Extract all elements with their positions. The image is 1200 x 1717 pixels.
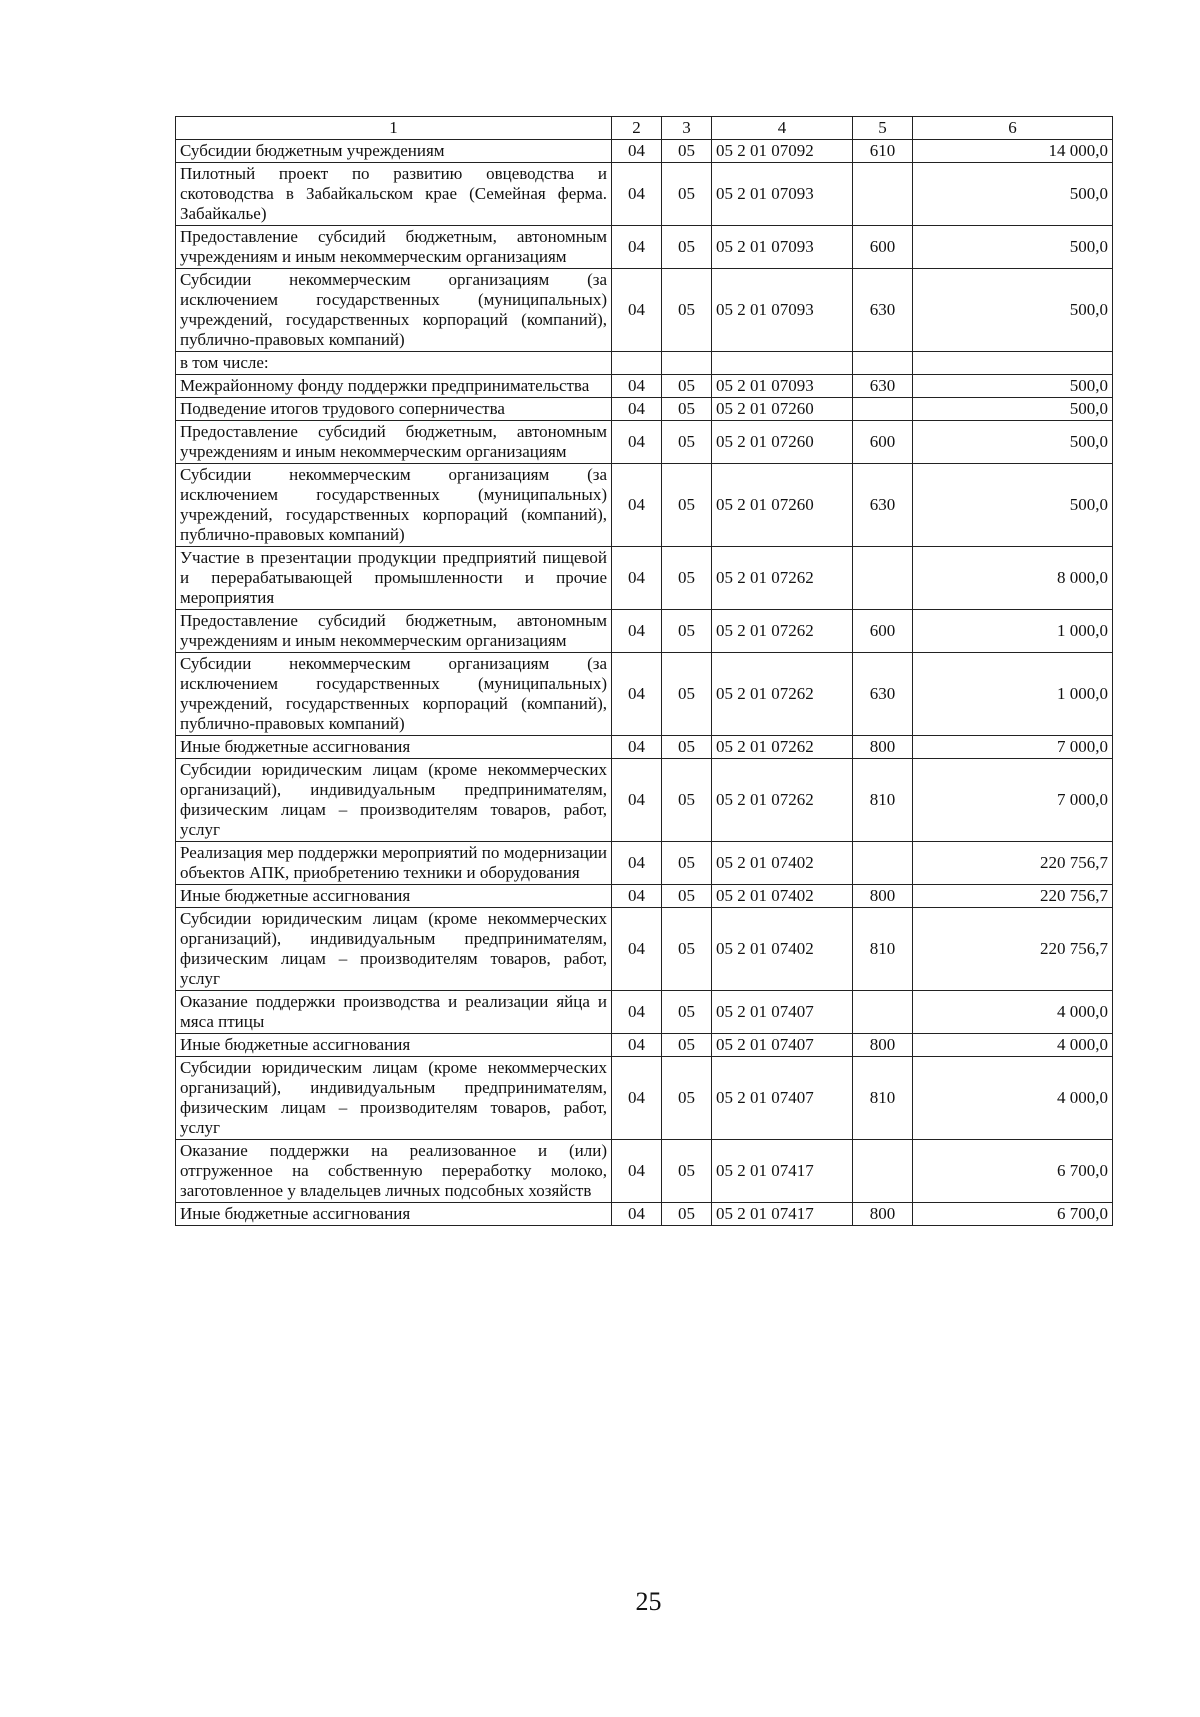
subsection-code-cell: 05	[662, 736, 712, 759]
table-row	[176, 759, 1113, 842]
section-code-cell: 04	[612, 375, 662, 398]
subsection-code-cell	[662, 352, 712, 375]
expense-type-cell	[853, 1140, 913, 1203]
amount-cell: 500,0	[913, 226, 1113, 269]
section-code-cell: 04	[612, 1203, 662, 1226]
expense-type-cell: 600	[853, 226, 913, 269]
column-header: 6	[913, 117, 1113, 140]
expense-type-cell: 810	[853, 1057, 913, 1140]
expense-type-cell: 800	[853, 1203, 913, 1226]
expense-type-cell: 800	[853, 885, 913, 908]
subsection-code-cell: 05	[662, 421, 712, 464]
row-name-cell: Субсидии некоммерческим организациям (за исключением государственных (муниципальных) учреждений, государственных корпораций (компаний), публично-правовых компаний)	[176, 269, 612, 352]
table-row	[176, 653, 1113, 736]
target-article-cell: 05 2 01 07262	[712, 653, 853, 736]
amount-cell: 220 756,7	[913, 908, 1113, 991]
subsection-code-cell: 05	[662, 759, 712, 842]
table-row	[176, 736, 1113, 759]
subsection-code-cell: 05	[662, 1057, 712, 1140]
subsection-code-cell: 05	[662, 269, 712, 352]
table-body	[176, 140, 1113, 1226]
amount-cell: 500,0	[913, 398, 1113, 421]
table-row	[176, 140, 1113, 163]
subsection-code-cell: 05	[662, 908, 712, 991]
section-code-cell: 04	[612, 991, 662, 1034]
section-code-cell: 04	[612, 610, 662, 653]
row-name-cell: в том числе:	[176, 352, 612, 375]
section-code-cell: 04	[612, 736, 662, 759]
section-code-cell: 04	[612, 1034, 662, 1057]
amount-cell: 500,0	[913, 163, 1113, 226]
subsection-code-cell: 05	[662, 610, 712, 653]
expense-type-cell	[853, 398, 913, 421]
table-row	[176, 464, 1113, 547]
table-row	[176, 1057, 1113, 1140]
target-article-cell: 05 2 01 07093	[712, 269, 853, 352]
row-name-cell: Иные бюджетные ассигнования	[176, 1034, 612, 1057]
amount-cell	[913, 352, 1113, 375]
amount-cell: 14 000,0	[913, 140, 1113, 163]
target-article-cell: 05 2 01 07407	[712, 991, 853, 1034]
target-article-cell: 05 2 01 07407	[712, 1057, 853, 1140]
table-row	[176, 908, 1113, 991]
expense-type-cell	[853, 352, 913, 375]
expense-type-cell: 630	[853, 269, 913, 352]
subsection-code-cell: 05	[662, 1034, 712, 1057]
row-name-cell: Субсидии юридическим лицам (кроме некоммерческих организаций), индивидуальным предпринимателям, физическим лицам – производителям товаров, работ, услуг	[176, 759, 612, 842]
subsection-code-cell: 05	[662, 991, 712, 1034]
expense-type-cell	[853, 991, 913, 1034]
section-code-cell	[612, 352, 662, 375]
expense-type-cell: 810	[853, 908, 913, 991]
table-row	[176, 163, 1113, 226]
row-name-cell: Предоставление субсидий бюджетным, автономным учреждениям и иным некоммерческим организациям	[176, 226, 612, 269]
amount-cell: 6 700,0	[913, 1140, 1113, 1203]
row-name-cell: Субсидии некоммерческим организациям (за исключением государственных (муниципальных) учреждений, государственных корпораций (компаний), публично-правовых компаний)	[176, 653, 612, 736]
row-name-cell: Межрайонному фонду поддержки предпринимательства	[176, 375, 612, 398]
section-code-cell: 04	[612, 547, 662, 610]
target-article-cell: 05 2 01 07093	[712, 163, 853, 226]
expense-type-cell: 600	[853, 421, 913, 464]
expense-type-cell	[853, 163, 913, 226]
table-row	[176, 1203, 1113, 1226]
subsection-code-cell: 05	[662, 464, 712, 547]
subsection-code-cell: 05	[662, 375, 712, 398]
amount-cell: 500,0	[913, 269, 1113, 352]
section-code-cell: 04	[612, 140, 662, 163]
column-header: 2	[612, 117, 662, 140]
target-article-cell: 05 2 01 07407	[712, 1034, 853, 1057]
target-article-cell: 05 2 01 07260	[712, 464, 853, 547]
section-code-cell: 04	[612, 842, 662, 885]
amount-cell: 8 000,0	[913, 547, 1113, 610]
expense-type-cell: 810	[853, 759, 913, 842]
table-row	[176, 842, 1113, 885]
expense-type-cell: 800	[853, 736, 913, 759]
subsection-code-cell: 05	[662, 842, 712, 885]
table-row	[176, 352, 1113, 375]
section-code-cell: 04	[612, 226, 662, 269]
table-row	[176, 991, 1113, 1034]
amount-cell: 500,0	[913, 421, 1113, 464]
row-name-cell: Пилотный проект по развитию овцеводства и скотоводства в Забайкальском крае (Семейная ферма. Забайкалье)	[176, 163, 612, 226]
amount-cell: 220 756,7	[913, 842, 1113, 885]
row-name-cell: Реализация мер поддержки мероприятий по модернизации объектов АПК, приобретению техники и оборудования	[176, 842, 612, 885]
target-article-cell: 05 2 01 07260	[712, 421, 853, 464]
section-code-cell: 04	[612, 885, 662, 908]
table-header-row	[176, 117, 1113, 140]
subsection-code-cell: 05	[662, 1140, 712, 1203]
subsection-code-cell: 05	[662, 163, 712, 226]
row-name-cell: Субсидии юридическим лицам (кроме некоммерческих организаций), индивидуальным предпринимателям, физическим лицам – производителям товаров, работ, услуг	[176, 1057, 612, 1140]
expense-type-cell: 610	[853, 140, 913, 163]
page-number: 25	[635, 1587, 662, 1616]
section-code-cell: 04	[612, 163, 662, 226]
target-article-cell	[712, 352, 853, 375]
target-article-cell: 05 2 01 07402	[712, 885, 853, 908]
target-article-cell: 05 2 01 07093	[712, 375, 853, 398]
row-name-cell: Субсидии юридическим лицам (кроме некоммерческих организаций), индивидуальным предпринимателям, физическим лицам – производителям товаров, работ, услуг	[176, 908, 612, 991]
section-code-cell: 04	[612, 269, 662, 352]
target-article-cell: 05 2 01 07417	[712, 1203, 853, 1226]
target-article-cell: 05 2 01 07093	[712, 226, 853, 269]
row-name-cell: Предоставление субсидий бюджетным, автономным учреждениям и иным некоммерческим организациям	[176, 421, 612, 464]
amount-cell: 4 000,0	[913, 1034, 1113, 1057]
amount-cell: 7 000,0	[913, 759, 1113, 842]
table-row	[176, 1140, 1113, 1203]
target-article-cell: 05 2 01 07262	[712, 759, 853, 842]
section-code-cell: 04	[612, 464, 662, 547]
column-header: 3	[662, 117, 712, 140]
row-name-cell: Подведение итогов трудового соперничества	[176, 398, 612, 421]
amount-cell: 7 000,0	[913, 736, 1113, 759]
table-row	[176, 547, 1113, 610]
table-row	[176, 421, 1113, 464]
section-code-cell: 04	[612, 759, 662, 842]
amount-cell: 1 000,0	[913, 653, 1113, 736]
subsection-code-cell: 05	[662, 226, 712, 269]
section-code-cell: 04	[612, 1140, 662, 1203]
table-row	[176, 375, 1113, 398]
target-article-cell: 05 2 01 07092	[712, 140, 853, 163]
row-name-cell: Предоставление субсидий бюджетным, автономным учреждениям и иным некоммерческим организациям	[176, 610, 612, 653]
table-row	[176, 1034, 1113, 1057]
expense-type-cell	[853, 842, 913, 885]
section-code-cell: 04	[612, 653, 662, 736]
subsection-code-cell: 05	[662, 885, 712, 908]
section-code-cell: 04	[612, 1057, 662, 1140]
budget-table	[175, 116, 1113, 1226]
subsection-code-cell: 05	[662, 398, 712, 421]
section-code-cell: 04	[612, 908, 662, 991]
amount-cell: 500,0	[913, 464, 1113, 547]
expense-type-cell: 630	[853, 375, 913, 398]
target-article-cell: 05 2 01 07262	[712, 610, 853, 653]
expense-type-cell: 600	[853, 610, 913, 653]
table-row	[176, 885, 1113, 908]
table-row	[176, 610, 1113, 653]
target-article-cell: 05 2 01 07417	[712, 1140, 853, 1203]
table-row	[176, 398, 1113, 421]
amount-cell: 6 700,0	[913, 1203, 1113, 1226]
target-article-cell: 05 2 01 07262	[712, 547, 853, 610]
row-name-cell: Субсидии некоммерческим организациям (за исключением государственных (муниципальных) учреждений, государственных корпораций (компаний), публично-правовых компаний)	[176, 464, 612, 547]
row-name-cell: Иные бюджетные ассигнования	[176, 1203, 612, 1226]
row-name-cell: Оказание поддержки производства и реализации яйца и мяса птицы	[176, 991, 612, 1034]
amount-cell: 220 756,7	[913, 885, 1113, 908]
column-header: 4	[712, 117, 853, 140]
subsection-code-cell: 05	[662, 1203, 712, 1226]
row-name-cell: Иные бюджетные ассигнования	[176, 736, 612, 759]
target-article-cell: 05 2 01 07402	[712, 842, 853, 885]
expense-type-cell	[853, 547, 913, 610]
row-name-cell: Субсидии бюджетным учреждениям	[176, 140, 612, 163]
amount-cell: 4 000,0	[913, 991, 1113, 1034]
column-header: 1	[176, 117, 612, 140]
section-code-cell: 04	[612, 398, 662, 421]
target-article-cell: 05 2 01 07262	[712, 736, 853, 759]
row-name-cell: Иные бюджетные ассигнования	[176, 885, 612, 908]
amount-cell: 4 000,0	[913, 1057, 1113, 1140]
expense-type-cell: 630	[853, 653, 913, 736]
subsection-code-cell: 05	[662, 547, 712, 610]
amount-cell: 500,0	[913, 375, 1113, 398]
target-article-cell: 05 2 01 07402	[712, 908, 853, 991]
subsection-code-cell: 05	[662, 140, 712, 163]
column-header: 5	[853, 117, 913, 140]
row-name-cell: Участие в презентации продукции предприятий пищевой и перерабатывающей промышленности и прочие мероприятия	[176, 547, 612, 610]
row-name-cell: Оказание поддержки на реализованное и (или) отгруженное на собственную переработку молоко, заготовленное у владельцев личных подсобных хозяйств	[176, 1140, 612, 1203]
target-article-cell: 05 2 01 07260	[712, 398, 853, 421]
expense-type-cell: 630	[853, 464, 913, 547]
table-row	[176, 226, 1113, 269]
expense-type-cell: 800	[853, 1034, 913, 1057]
amount-cell: 1 000,0	[913, 610, 1113, 653]
subsection-code-cell: 05	[662, 653, 712, 736]
section-code-cell: 04	[612, 421, 662, 464]
table-row	[176, 269, 1113, 352]
